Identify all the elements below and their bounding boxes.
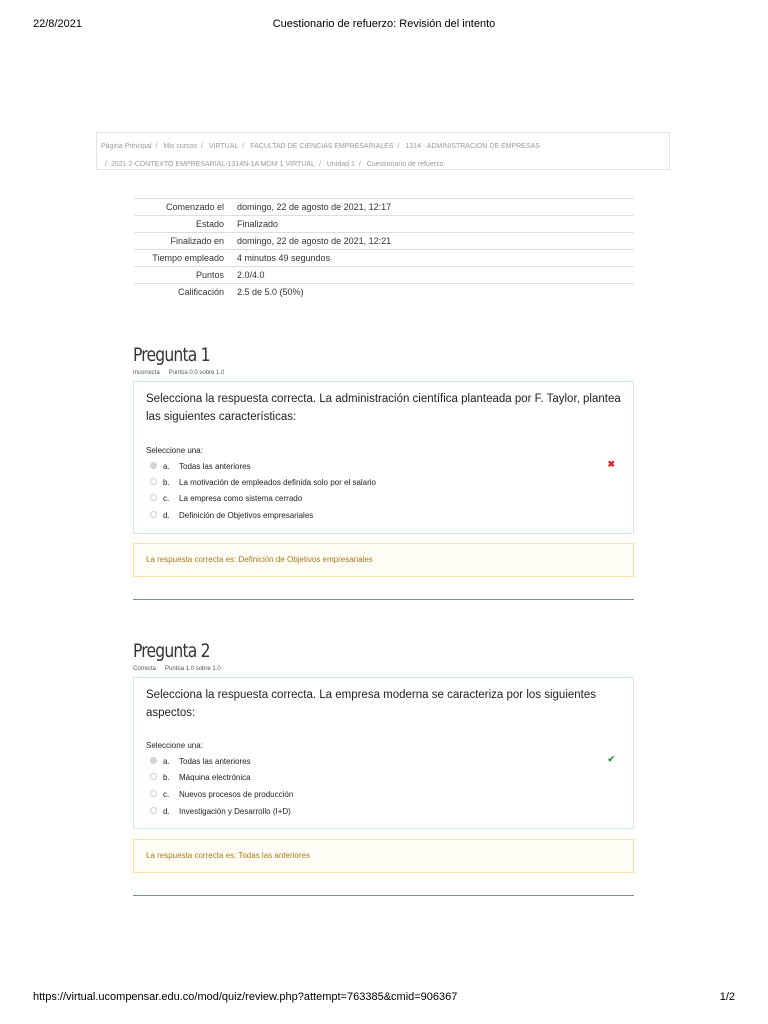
option-label: Definición de Objetivos empresariales <box>179 511 314 520</box>
summary-row <box>134 284 634 301</box>
radio-selected[interactable] <box>150 757 157 764</box>
question-2-meta <box>133 666 230 672</box>
question-1-option-b[interactable] <box>150 476 376 490</box>
correct-check-icon: ✔ <box>607 754 615 764</box>
breadcrumb-item-program[interactable]: 1314 - ADMINISTRACION DE EMPRESAS <box>405 143 540 150</box>
question-2-title: Pregunta 2 <box>133 640 210 662</box>
print-page-number: 1/2 <box>719 991 735 1003</box>
breadcrumb-item-faculty[interactable]: FACULTAD DE CIENCIAS EMPRESARIALES <box>250 143 394 150</box>
question-2-option-d[interactable] <box>150 805 291 819</box>
question-2-option-c[interactable] <box>150 788 293 802</box>
question-2-option-b[interactable] <box>150 771 251 785</box>
question-1-text: Selecciona la respuesta correcta. La administración científica planteada por F. Taylor, plantea las siguientes características: <box>146 393 621 423</box>
option-letter: d. <box>163 511 170 520</box>
summary-value: 2.0/4.0 <box>237 270 265 280</box>
question-2-grade: Puntúa 1.0 sobre 1.0 <box>165 666 221 672</box>
option-label: Todas las anteriores <box>179 462 251 471</box>
question-1-title: Pregunta 1 <box>133 344 210 366</box>
summary-label: Finalizado en <box>170 236 224 246</box>
option-letter: c. <box>163 494 170 503</box>
question-1-option-d[interactable] <box>150 509 313 523</box>
option-label: Investigación y Desarrollo (I+D) <box>179 807 291 816</box>
question-1-meta <box>133 370 233 376</box>
summary-value: 2.5 de 5.0 (50%) <box>237 287 304 297</box>
breadcrumb-item-virtual[interactable]: VIRTUAL <box>208 143 239 150</box>
option-letter: a. <box>163 462 170 471</box>
incorrect-x-icon: ✖ <box>607 459 615 469</box>
radio[interactable] <box>150 511 157 518</box>
question-1-option-a[interactable] <box>150 460 251 474</box>
question-1-feedback: La respuesta correcta es: Definición de Objetivos empresariales <box>133 543 634 577</box>
breadcrumb-item-course[interactable]: 2021 2-CONTEXTO EMPRESARIAL-1314N-1A MOM 1 VIRTUAL <box>110 161 315 168</box>
option-label: La empresa como sistema cerrado <box>179 494 303 503</box>
breadcrumb-item-quiz[interactable]: Cuestionario de refuerzo <box>366 161 444 168</box>
radio[interactable] <box>150 790 157 797</box>
breadcrumb-item-my-courses[interactable]: Mis cursos <box>163 143 197 150</box>
option-letter: c. <box>163 790 170 799</box>
summary-row <box>134 250 634 267</box>
radio-selected[interactable] <box>150 462 157 469</box>
question-1-state: Incorrecta <box>133 370 160 376</box>
print-title: Cuestionario de refuerzo: Revisión del intento <box>272 18 496 30</box>
summary-label: Tiempo empleado <box>152 253 224 263</box>
summary-label: Comenzado el <box>165 202 224 212</box>
print-date: 22/8/2021 <box>33 18 82 30</box>
attempt-summary-table <box>134 198 634 300</box>
radio[interactable] <box>150 494 157 501</box>
question-2-state: Correcta <box>133 666 157 672</box>
question-2-text: Selecciona la respuesta correcta. La empresa moderna se caracteriza por los siguientes aspectos: <box>146 689 597 719</box>
radio[interactable] <box>150 807 157 814</box>
summary-value: 4 minutos 49 segundos <box>237 253 331 263</box>
question-1-option-c[interactable] <box>150 492 302 506</box>
option-label: Todas las anteriores <box>179 757 251 766</box>
summary-row <box>134 199 634 216</box>
option-label: Nuevos procesos de producción <box>179 790 294 799</box>
breadcrumb: Página Principal / Mis cursos / VIRTUAL / FACULTAD DE CIENCIAS EMPRESARIALES / 1314 - ADMINISTRACION DE EMPRESAS / 2021 2-CONTEXTO EMPRESARIAL-1314N-1A MOM 1 VIRTUAL / Unidad 1 / Cuestionario de refuerzo <box>96 132 670 170</box>
summary-row <box>134 216 634 233</box>
radio[interactable] <box>150 478 157 485</box>
print-url: https://virtual.ucompensar.edu.co/mod/quiz/review.php?attempt=763385&cmid=906367 <box>33 991 458 1003</box>
summary-label: Estado <box>195 219 224 229</box>
question-1-prompt: Seleccione una: <box>146 446 203 455</box>
radio[interactable] <box>150 773 157 780</box>
summary-label: Calificación <box>177 287 224 297</box>
question-1-grade: Puntúa 0.0 sobre 1.0 <box>168 370 225 376</box>
summary-value: domingo, 22 de agosto de 2021, 12:17 <box>237 202 392 212</box>
summary-row <box>134 267 634 284</box>
summary-value: domingo, 22 de agosto de 2021, 12:21 <box>237 236 392 246</box>
option-letter: a. <box>163 757 170 766</box>
divider <box>133 599 634 600</box>
breadcrumb-item-home[interactable]: Página Principal <box>101 143 152 150</box>
question-2-prompt: Seleccione una: <box>146 741 203 750</box>
question-1-box <box>133 381 634 534</box>
question-2-option-a[interactable] <box>150 755 251 769</box>
summary-row <box>134 233 634 250</box>
option-label: La motivación de empleados definida solo por el salario <box>179 478 377 487</box>
summary-label: Puntos <box>195 270 224 280</box>
divider <box>133 895 634 896</box>
option-letter: b. <box>163 773 170 782</box>
breadcrumb-item-unit[interactable]: Unidad 1 <box>326 161 355 168</box>
summary-value: Finalizado <box>237 219 279 229</box>
question-2-box <box>133 677 634 829</box>
option-letter: d. <box>163 807 170 816</box>
option-letter: b. <box>163 478 170 487</box>
question-2-feedback: La respuesta correcta es: Todas las anteriores <box>133 839 634 873</box>
option-label: Máquina electrónica <box>179 773 251 782</box>
